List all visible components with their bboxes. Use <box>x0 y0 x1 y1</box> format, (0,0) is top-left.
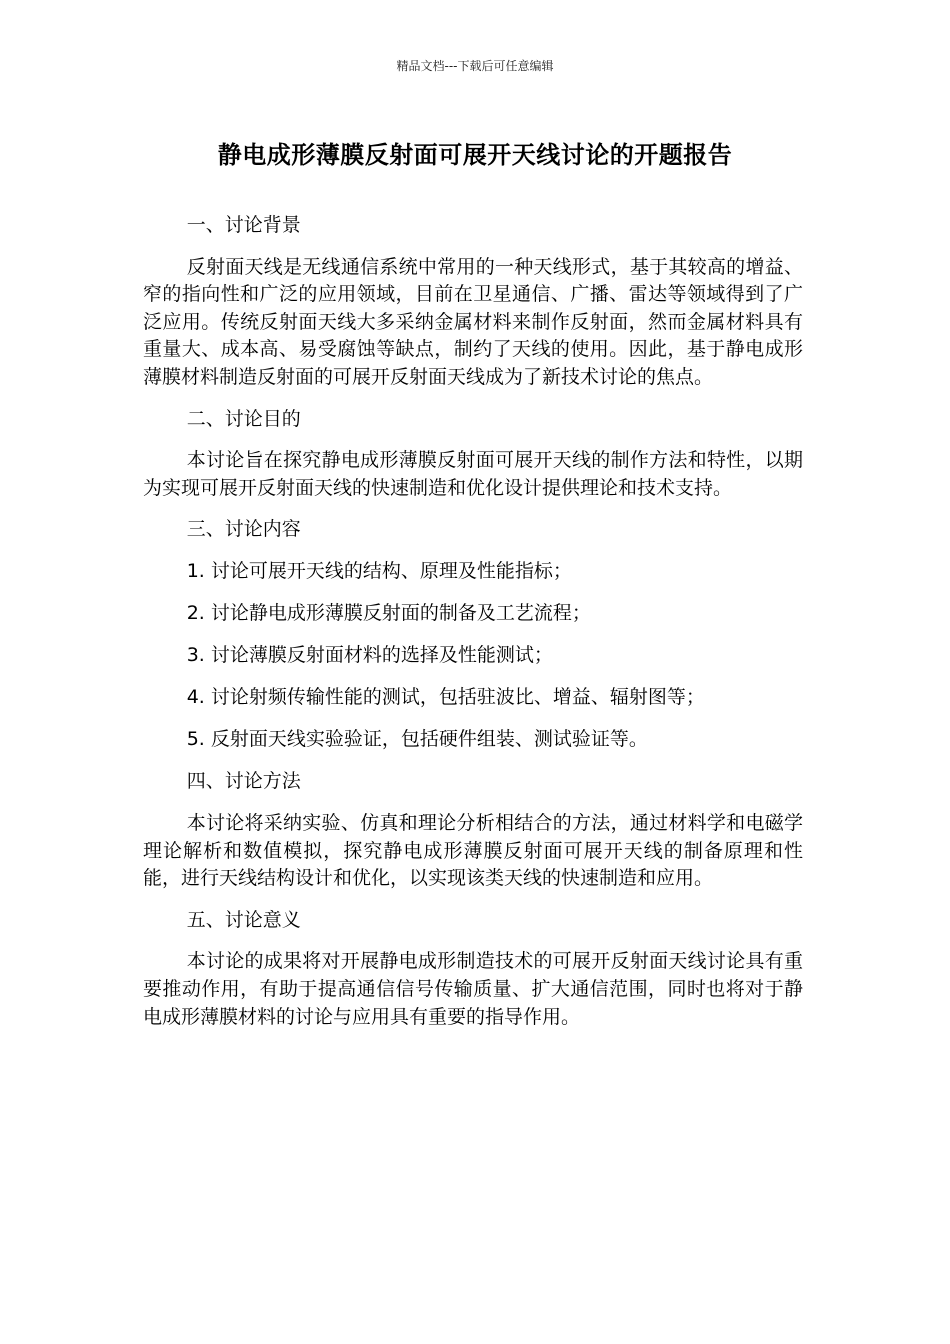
section-heading-purpose: 二、讨论目的 <box>186 407 301 430</box>
document-body <box>143 212 803 1045</box>
paragraph-method: 本讨论将采纳实验、仿真和理论分析相结合的方法，通过材料学和电磁学理论解析和数值模拟，探究静电成形薄膜反射面可展开天线的制备原理和性能，进行天线结构设计和优化，以实现该类天线的快速制造和应用。 <box>143 812 803 890</box>
content-list-item: 1. 讨论可展开天线的结构、原理及性能指标； <box>186 559 572 582</box>
document-title: 静电成形薄膜反射面可展开天线讨论的开题报告 <box>217 141 733 169</box>
content-list-item: 5. 反射面天线实验验证，包括硬件组装、测试验证等。 <box>186 728 648 751</box>
paragraph-background: 反射面天线是无线通信系统中常用的一种天线形式，基于其较高的增益、窄的指向性和广泛的应用领域，目前在卫星通信、广播、雷达等领域得到了广泛应用。传统反射面天线大多采纳金属材料来制作反射面，然而金属材料具有重量大、成本高、易受腐蚀等缺点，制约了天线的使用。因此，基于静电成形薄膜材料制造反射面的可展开反射面天线成为了新技术讨论的焦点。 <box>143 255 803 388</box>
section-heading-significance: 五、讨论意义 <box>186 908 301 931</box>
content-list-item: 4. 讨论射频传输性能的测试，包括驻波比、增益、辐射图等； <box>186 686 705 709</box>
content-list-item: 2. 讨论静电成形薄膜反射面的制备及工艺流程； <box>186 602 591 625</box>
section-heading-background: 一、讨论背景 <box>186 214 301 236</box>
content-list-item: 3. 讨论薄膜反射面材料的选择及性能测试； <box>186 644 553 667</box>
section-heading-content: 三、讨论内容 <box>186 518 301 541</box>
section-heading-method: 四、讨论方法 <box>186 770 301 793</box>
paragraph-significance: 本讨论的成果将对开展静电成形制造技术的可展开反射面天线讨论具有重要推动作用，有助于提高通信信号传输质量、扩大通信范围，同时也将对于静电成形薄膜材料的讨论与应用具有重要的指导作用。 <box>143 950 803 1028</box>
paragraph-purpose: 本讨论旨在探究静电成形薄膜反射面可展开天线的制作方法和特性，以期为实现可展开反射面天线的快速制造和优化设计提供理论和技术支持。 <box>143 449 803 499</box>
page-header: 精品文档---下载后可任意编辑 <box>396 59 554 73</box>
